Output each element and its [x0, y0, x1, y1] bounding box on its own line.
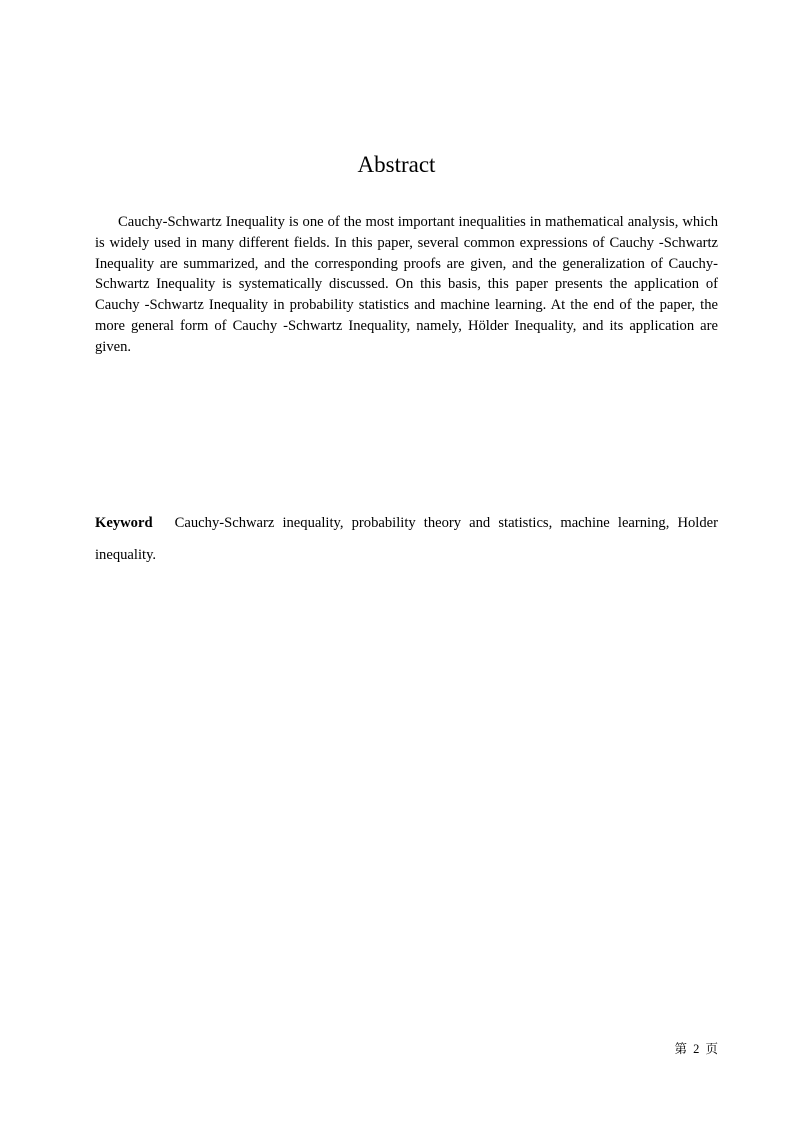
page-number: 第 2 页 [674, 1042, 718, 1056]
abstract-title: Abstract [357, 152, 436, 177]
keywords-label: Keyword [95, 515, 153, 531]
keywords-text: Cauchy-Schwarz inequality, probability theory and statistics, machine learning, Holder inequality. [95, 515, 718, 563]
abstract-paragraph: Cauchy-Schwartz Inequality is one of the most important inequalities in mathematical analysis, which is widely used in many different fields. In this paper, several common expressions of Cauchy -Schwartz Inequality are summarized, and the corresponding proofs are given, and the generalization of Cauchy-Schwartz Inequality is systematically discussed. On this basis, this paper presents the application of Cauchy -Schwartz Inequality in probability statistics and machine learning. At the end of the paper, the more general form of Cauchy -Schwartz Inequality, namely, Hölder Inequality, and its application are given. [95, 214, 718, 355]
keywords-line [95, 507, 718, 571]
